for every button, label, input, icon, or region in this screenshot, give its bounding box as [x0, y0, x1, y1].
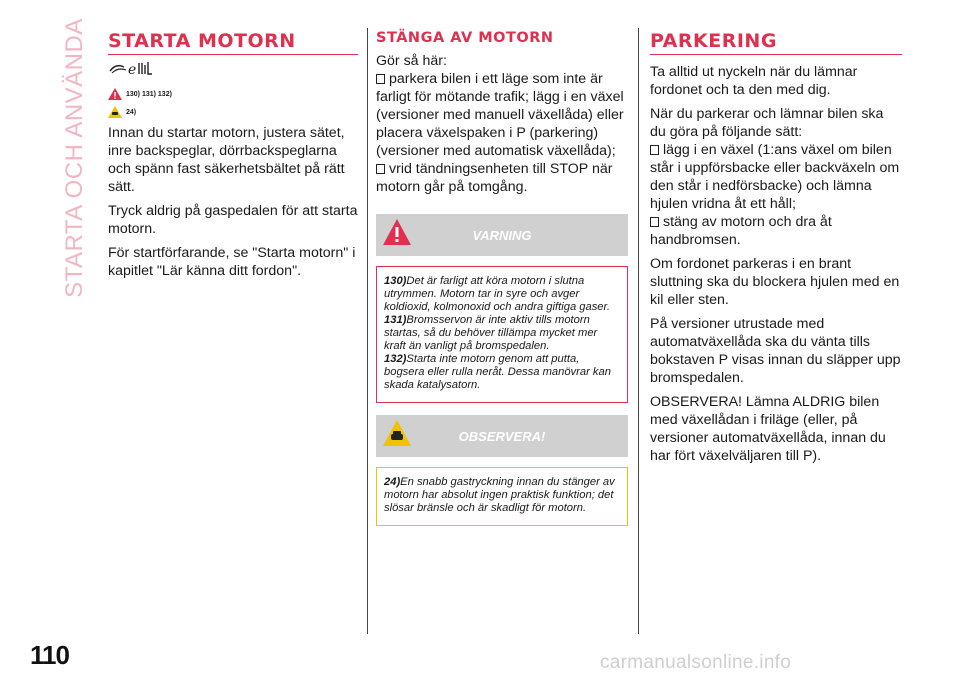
bullet-item	[376, 70, 628, 160]
column-parkering	[650, 30, 902, 471]
column-starta-motorn	[108, 30, 358, 286]
intro-text: Gör så här:	[376, 53, 447, 69]
note-number: 131)	[384, 314, 407, 326]
note-text: Det är farligt att köra motorn i slutna utrymmen. Motorn tar in syre och avger koldioxid, kolmonoxid och andra giftiga gaser.	[384, 275, 610, 313]
heading-parkering: PARKERING	[650, 30, 902, 55]
svg-text:e: e	[128, 62, 137, 77]
warning-note	[384, 314, 620, 353]
checkbox-bullet-icon	[376, 74, 385, 84]
warning-note	[384, 353, 620, 392]
note-text: Starta inte motorn genom att putta, bogsera eller rulla neråt. Dessa manövrar kan skada katalysatorn.	[384, 353, 611, 391]
column-divider	[638, 28, 639, 634]
footer-watermark: carmanualsonline.info	[600, 652, 792, 673]
note-number: 132)	[384, 353, 407, 365]
paragraph: OBSERVERA! Lämna ALDRIG bilen med växellådan i friläge (eller, på versioner automatväxellåda, innan du har fört växelväljaren till P).	[650, 394, 886, 464]
side-tab-label: STARTA OCH ANVÄNDA	[61, 17, 88, 298]
checkbox-bullet-icon	[376, 164, 385, 174]
warning-note	[384, 275, 620, 314]
heading-stanga-av-motorn: STÄNGA AV MOTORN	[376, 30, 554, 46]
paragraph: Innan du startar motorn, justera sätet, inre backspeglar, dörrbackspeglarna och spänn fast säkerhetsbältet på rätt sätt.	[108, 125, 345, 195]
paragraph: Om fordonet parkeras i en brant sluttning ska du blockera hjulen med en kil eller sten.	[650, 256, 900, 308]
caution-refs: 24)	[126, 108, 137, 116]
caution-note	[384, 476, 620, 515]
paragraph: Tryck aldrig på gaspedalen för att starta motorn.	[108, 203, 358, 237]
heading-starta-motorn: STARTA MOTORN	[108, 30, 358, 55]
warning-header	[376, 214, 628, 256]
caution-header	[376, 415, 628, 457]
bullet-item	[650, 213, 902, 249]
caution-box	[376, 467, 628, 526]
paragraph: För startförfarande, se "Starta motorn" i kapitlet "Lär känna ditt fordon".	[108, 245, 356, 279]
bullet-item	[376, 160, 628, 196]
paragraph: Ta alltid ut nyckeln när du lämnar fordonet och ta den med dig.	[650, 64, 858, 98]
note-number: 130)	[384, 275, 407, 287]
checkbox-bullet-icon	[650, 145, 659, 155]
note-text: Bromsservon är inte aktiv tills motorn startas, så du behöver tillämpa mycket mer kraft än vanligt på bromspedalen.	[384, 314, 598, 352]
fuel-saving-icon	[108, 59, 358, 82]
warning-box	[376, 266, 628, 403]
note-text: En snabb gastryckning innan du stänger av motorn har absolut ingen praktisk funktion; det slösar bränsle och är skadligt för motorn.	[384, 476, 615, 514]
column-divider	[367, 28, 368, 634]
warning-refs: 130) 131) 132)	[126, 90, 172, 98]
bullet-text: stäng av motorn och dra åt handbromsen.	[650, 214, 832, 248]
warning-triangle-icon	[108, 88, 122, 100]
bullet-text: lägg i en växel (1:ans växel om bilen står i uppförsbacke eller backväxeln om den står i nedförsbacke) och lämna hjulen vridna åt ett håll;	[650, 142, 900, 212]
note-number: 24)	[384, 476, 401, 488]
bullet-text: parkera bilen i ett läge som inte är farligt för mötande trafik; lägg i en växel (versioner med manuell växellåda) eller placera växelspaken i P (parkering) (versioner med automatisk växellåda);	[376, 71, 624, 159]
paragraph: När du parkerar och lämnar bilen ska du göra på följande sätt:	[650, 106, 884, 140]
column-stanga-av-motorn	[376, 30, 628, 526]
page-number: 110	[30, 640, 69, 670]
checkbox-bullet-icon	[650, 217, 659, 227]
caution-triangle-icon	[108, 106, 122, 118]
caution-reference-row	[108, 106, 358, 118]
bullet-text: vrid tändningsenheten till STOP när motorn går på tomgång.	[376, 161, 613, 195]
warning-reference-row	[108, 88, 358, 100]
section-side-tab	[55, 17, 95, 298]
paragraph: På versioner utrustade med automatväxellåda ska du vänta tills bokstaven P visas innan du släpper upp bromspedalen.	[650, 316, 901, 386]
bullet-item	[650, 141, 902, 213]
caution-title: OBSERVERA!	[458, 429, 546, 444]
warning-title: VARNING	[472, 228, 532, 243]
